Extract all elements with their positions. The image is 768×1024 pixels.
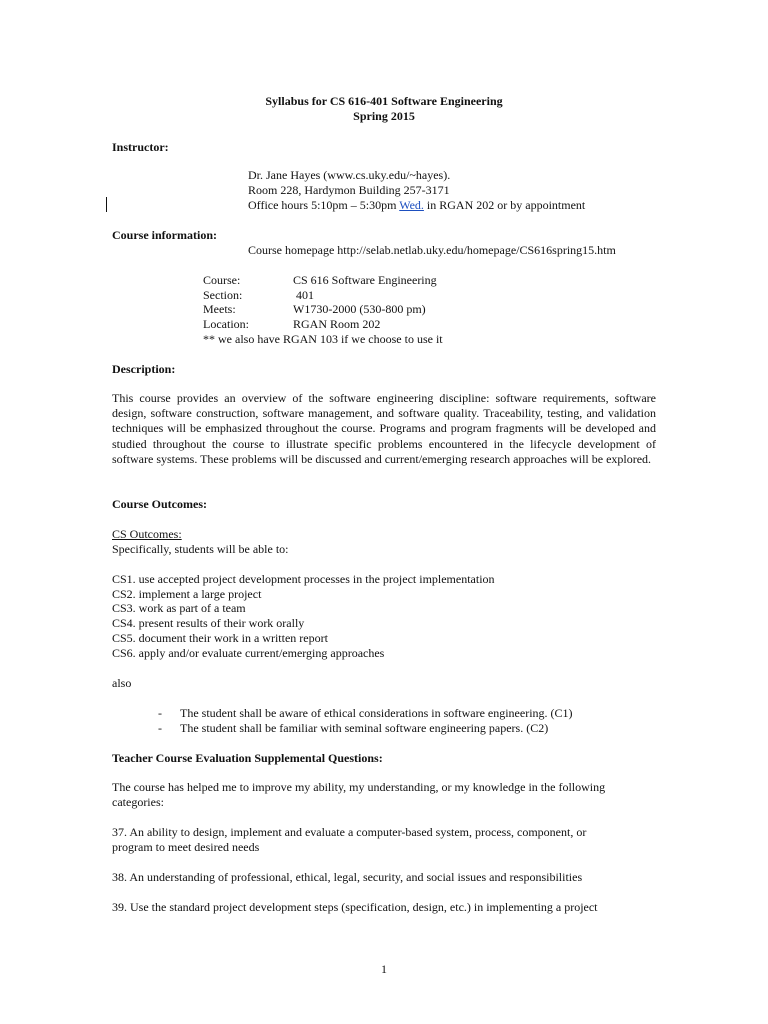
ethics-bullet: The student shall be aware of ethical considerations in software engineering. (C1) [180,706,573,720]
room-note: ** we also have RGAN 103 if we choose to use it [203,332,443,346]
wed-link[interactable]: Wed. [399,198,424,212]
question-38: 38. An understanding of professional, ethical, legal, security, and social issues and responsibilities [112,870,583,884]
section-label: Section: [203,288,243,302]
bullet-marker: - [158,706,162,720]
bullet-marker: - [158,721,162,735]
course-info-heading: Course information: [112,228,217,242]
outcomes-intro: Specifically, students will be able to: [112,542,289,556]
semester-title: Spring 2015 [353,109,415,123]
outcome-cs2: CS2. implement a large project [112,587,262,601]
page-number: 1 [381,962,387,976]
question-37: 37. An ability to design, implement and evaluate a computer-based system, process, component, or program to meet desired needs [112,825,587,855]
outcome-cs5: CS5. document their work in a written report [112,631,328,645]
office-hours [248,198,585,213]
office-hours-suffix: in RGAN 202 or by appointment [423,198,586,212]
cs-outcomes-subheading: CS Outcomes: [112,527,182,541]
outcome-cs1: CS1. use accepted project development processes in the project implementation [112,572,495,586]
meets-label: Meets: [203,302,236,316]
also-text: also [112,676,132,690]
course-value: CS 616 Software Engineering [293,273,437,287]
evaluation-heading: Teacher Course Evaluation Supplemental Questions: [112,751,383,765]
meets-value: W1730-2000 (530-800 pm) [293,302,426,316]
description-heading: Description: [112,362,176,376]
office-hours-prefix: Office hours 5:10pm – 5:30pm [248,198,400,212]
course-homepage: Course homepage http://selab.netlab.uky.edu/homepage/CS616spring15.htm [248,243,616,257]
description-text: This course provides an overview of the software engineering discipline: software requirements, software design, software construction, software management, and software quality. Traceability, testing, and validation techniques will be emphasized throughout the course. Programs and program fragments will be developed and studied throughout the course to illustrate specific problems encountered in the lifecycle development of software systems. These problems will be discussed and current/emerging research approaches will be explored. [112,391,656,466]
instructor-name: Dr. Jane Hayes (www.cs.uky.edu/~hayes). [248,168,451,182]
instructor-heading: Instructor: [112,140,169,154]
location-label: Location: [203,317,249,331]
papers-bullet: The student shall be familiar with seminal software engineering papers. (C2) [180,721,549,735]
syllabus-title: Syllabus for CS 616-401 Software Engineering [265,94,503,108]
outcomes-heading: Course Outcomes: [112,497,207,511]
course-label: Course: [203,273,241,287]
outcome-cs3: CS3. work as part of a team [112,601,246,615]
evaluation-intro: The course has helped me to improve my ability, my understanding, or my knowledge in the following categories: [112,780,606,810]
text-cursor [106,197,107,212]
outcome-cs4: CS4. present results of their work orally [112,616,305,630]
outcome-cs6: CS6. apply and/or evaluate current/emerging approaches [112,646,385,660]
section-value: 401 [293,288,314,302]
location-value: RGAN Room 202 [293,317,381,331]
instructor-room: Room 228, Hardymon Building 257-3171 [248,183,450,197]
question-39: 39. Use the standard project development steps (specification, design, etc.) in implementing a project [112,900,598,914]
